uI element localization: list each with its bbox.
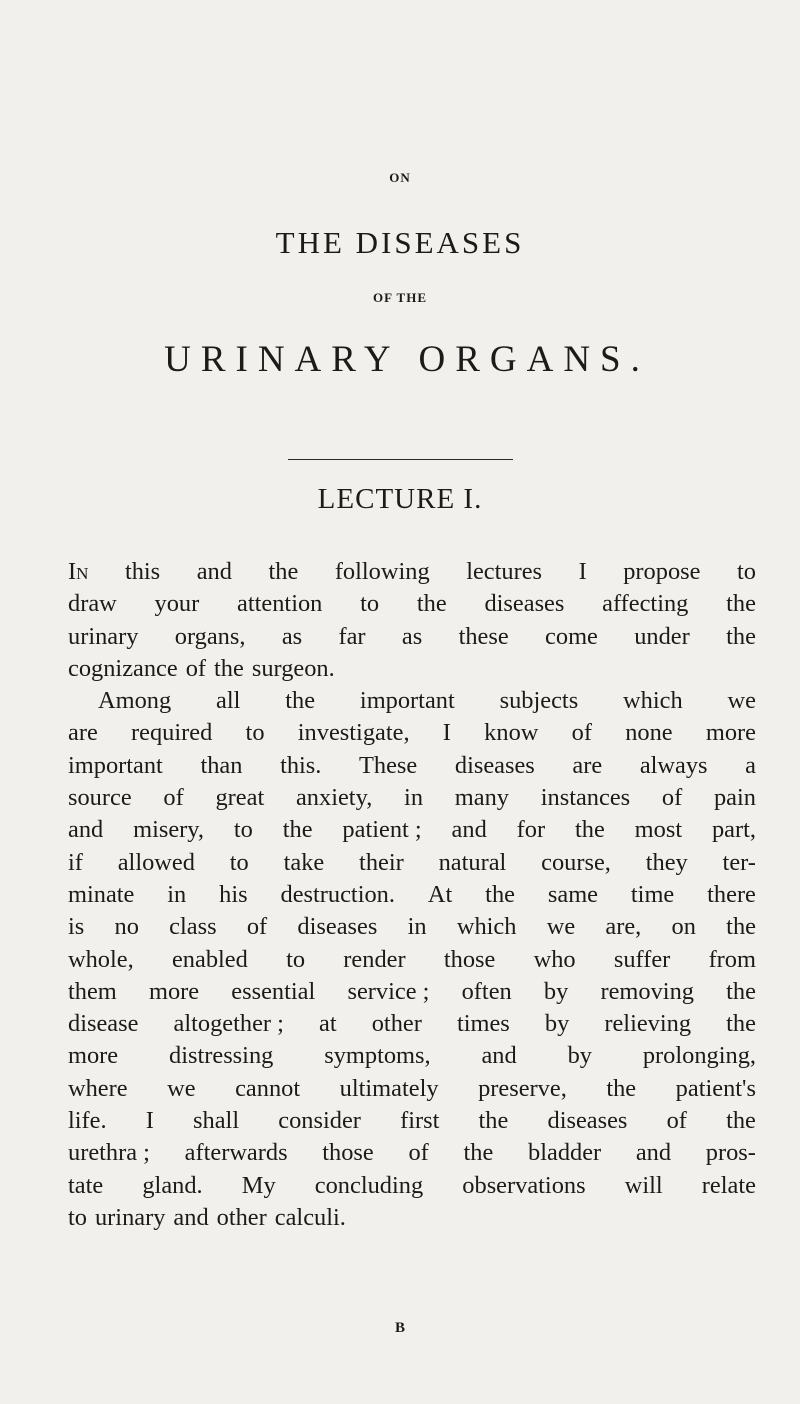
word: these [458,622,509,650]
word: and [196,558,232,585]
word: far [338,622,366,650]
word: a [745,751,756,779]
word: enabled [171,945,248,973]
word: his [219,880,248,908]
word: those [443,945,496,973]
word: will [624,1171,663,1199]
title-the-diseases: THE DISEASES [275,225,525,260]
word: I [442,719,451,747]
word: urethra ; [68,1139,150,1167]
word: the [268,558,299,585]
word: always [639,751,708,779]
word: diseases [454,751,535,779]
word: the [416,590,447,618]
word: and [68,816,104,844]
word: which [456,913,517,941]
title-preposition-on: ON [389,170,411,185]
word: in [407,913,427,941]
word: relieving [604,1010,692,1038]
word: them [68,977,117,1005]
word: life. [68,1107,107,1135]
word: cognizance [68,654,178,682]
word: organs, [174,622,246,650]
text-line [68,847,756,879]
word: ter- [722,848,756,876]
word: often [461,977,512,1005]
word: My [241,1171,276,1199]
word: disease [68,1010,139,1038]
word: prolonging, [642,1042,756,1070]
lecture-heading: LECTURE I. [317,483,483,515]
word: removing [600,977,694,1005]
word: ultimately [339,1074,439,1102]
text-line [68,782,756,814]
word: where [68,1074,128,1102]
word: and [173,1203,209,1231]
word: required [131,719,213,747]
word: by [544,1010,570,1038]
word: Among [98,687,172,715]
word: times [456,1010,510,1038]
word: urinary [68,622,139,650]
word: course, [541,848,611,876]
lecture-body-text [68,556,756,1234]
word: the [485,880,515,908]
word: they [645,848,688,876]
word: of [185,654,207,682]
word: In [68,558,89,585]
word: are [68,719,98,747]
word: minate [68,880,135,908]
word: the [282,816,313,844]
word: no [114,913,139,941]
word: the [726,913,756,941]
word: anxiety, [295,784,373,812]
text-line [68,556,756,588]
word: bladder [528,1139,602,1167]
word: preserve, [478,1074,567,1102]
word: of [246,913,268,941]
word: of [661,784,683,812]
word: I [578,558,587,585]
word: of [408,1139,429,1167]
text-line [68,1008,756,1040]
printer-signature-mark: B [394,1320,405,1336]
word: if [68,848,83,876]
word: instances [540,784,631,812]
word: to [229,848,249,876]
word: the [463,1139,494,1167]
word: concluding [314,1171,424,1199]
word: symptoms, [324,1042,431,1070]
word: other [371,1010,422,1038]
word: suffer [613,945,671,973]
word: than [200,751,243,779]
title-urinary-organs: URINARY ORGANS. [164,339,650,380]
word: as [281,622,303,650]
word: of [666,1107,687,1135]
word: tate [68,1171,104,1199]
word: know [484,719,539,747]
word: to [245,719,265,747]
word: as [401,622,423,650]
word: allowed [117,848,195,876]
word: the [726,622,756,650]
word: affecting [602,590,689,618]
word: diseases [297,913,378,941]
text-line [68,1073,756,1105]
word: class [169,913,217,941]
text-line [68,1105,756,1137]
word: in [167,880,187,908]
word: essential [231,977,316,1005]
word: draw [68,590,117,618]
word: more [68,1042,119,1070]
word: for [516,816,546,844]
word: misery, [133,816,204,844]
word: the [214,654,244,682]
text-line [68,879,756,911]
word: attention [237,590,323,618]
word: of [163,784,184,812]
word: the [285,687,316,715]
word: afterwards [184,1139,288,1167]
word: observations [462,1171,586,1199]
word: those [322,1139,374,1167]
word: to [286,945,306,973]
word: calculi. [274,1203,346,1231]
text-line [68,621,756,653]
word: diseases [547,1107,628,1135]
word: the [574,816,605,844]
word: this [124,558,161,585]
word: diseases [484,590,565,618]
word: their [359,848,404,876]
text-line [68,750,756,782]
word: investigate, [297,719,410,747]
word: gland. [142,1171,203,1199]
word: all [216,687,241,715]
word: which [623,687,683,715]
word: source [68,784,132,812]
text-line [68,588,756,620]
word: come [545,622,598,650]
word: who [533,945,576,973]
word: important [359,687,455,715]
word: render [343,945,406,973]
word: on [671,913,696,941]
word: we [167,1074,196,1102]
word: to [68,1203,87,1231]
word: under [634,622,690,650]
word: most [634,816,683,844]
word: to [737,558,756,585]
word: whole, [68,945,134,973]
word: service ; [347,977,430,1005]
word: patient's [675,1074,756,1102]
word: are, [605,913,642,941]
word: subjects [499,687,579,715]
word: to [233,816,253,844]
word: pros- [705,1139,756,1167]
word: of [571,719,592,747]
word: pain [713,784,756,812]
word: many [454,784,509,812]
word: These [359,751,418,779]
word: and [451,816,487,844]
text-line [68,653,756,685]
word: altogether ; [173,1010,284,1038]
word: propose [623,558,701,585]
word: distressing [169,1042,274,1070]
text-line [68,685,756,717]
word: same [547,880,598,908]
text-line [68,1170,756,1202]
word: following [334,558,430,585]
word: more [705,719,756,747]
word: the [606,1074,637,1102]
word: other [216,1203,267,1231]
word: by [543,977,569,1005]
text-line [68,976,756,1008]
word: the [726,1107,756,1135]
word: part, [711,816,756,844]
word: there [707,880,756,908]
word: we [546,913,576,941]
word: to [360,590,380,618]
word: your [154,590,200,618]
word: none [625,719,673,747]
word: relate [701,1171,756,1199]
word: shall [193,1107,240,1135]
word: consider [278,1107,361,1135]
word: from [708,945,756,973]
word: by [567,1042,592,1070]
word: take [283,848,325,876]
text-line [68,1040,756,1072]
text-line [68,911,756,943]
word: time [630,880,675,908]
text-line [68,1202,756,1234]
word: urinary [94,1203,166,1231]
word: patient ; [342,816,422,844]
word: first [400,1107,440,1135]
word: this. [280,751,322,779]
word: the [726,1010,756,1038]
word: destruction. [280,880,395,908]
word: the [726,977,756,1005]
word: is [68,913,85,941]
word: cannot [235,1074,301,1102]
word: surgeon. [251,654,335,682]
text-line [68,1137,756,1169]
word: and [481,1042,517,1070]
word: and [635,1139,672,1167]
word: at [319,1010,337,1038]
word: important [68,751,163,779]
text-line [68,814,756,846]
word: we [727,687,756,715]
word: I [145,1107,154,1135]
word: lectures [466,558,543,585]
word: At [427,880,453,908]
word: more [148,977,200,1005]
title-of-the: OF THE [372,290,428,305]
word: the [726,590,756,618]
text-line [68,717,756,749]
word: great [215,784,265,812]
word: in [404,784,424,812]
word: are [572,751,603,779]
text-line [68,944,756,976]
section-divider-rule [288,459,513,460]
word: natural [438,848,507,876]
word: the [478,1107,509,1135]
